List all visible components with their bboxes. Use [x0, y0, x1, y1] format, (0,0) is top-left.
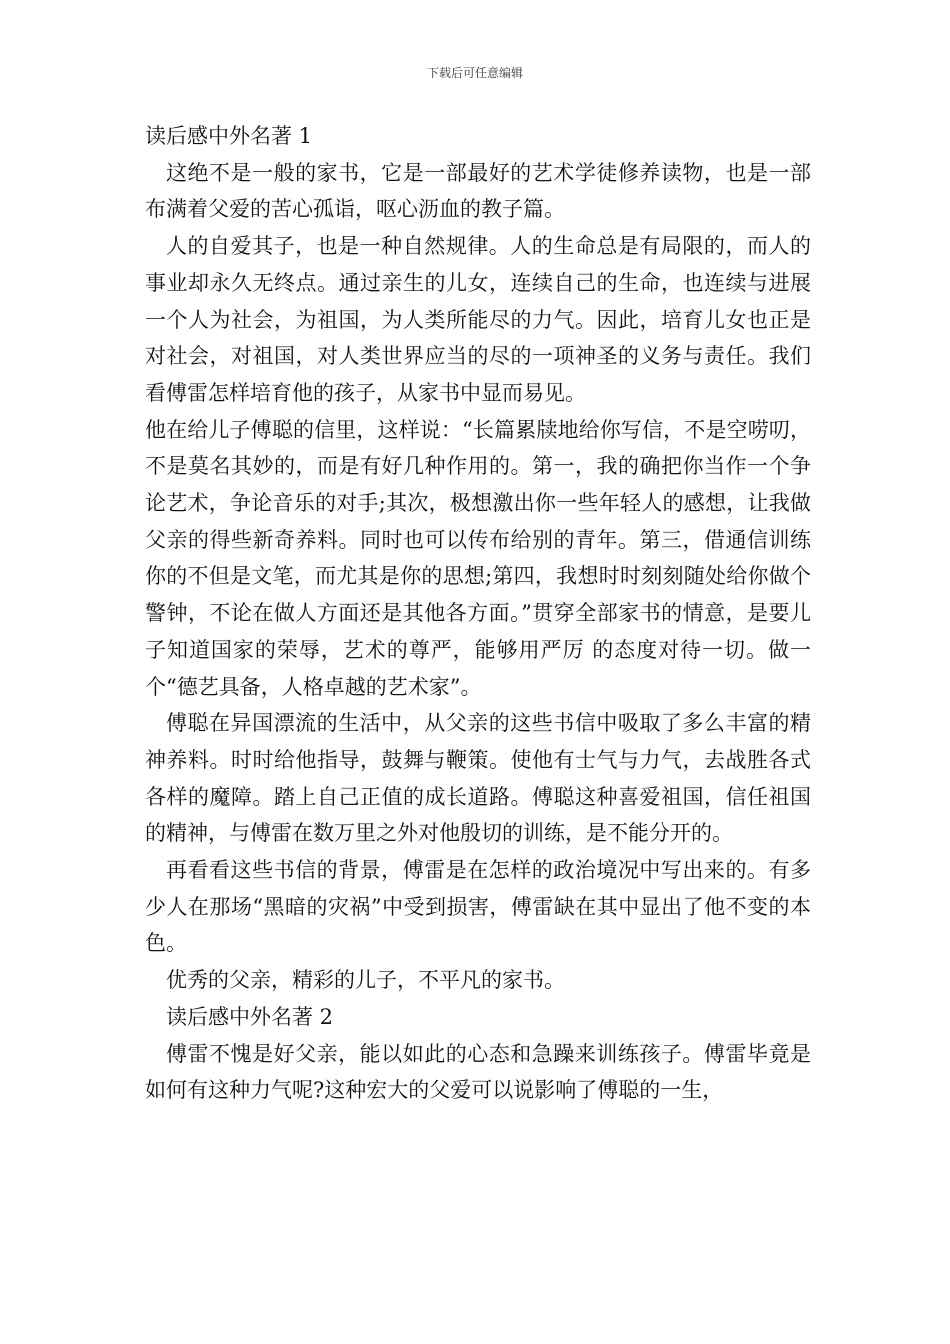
paragraph-6: 优秀的父亲，精彩的儿子，不平凡的家书。: [166, 968, 565, 993]
paragraph-7: 傅雷不愧是好父亲，能以如此的心态和急躁来训练孩子。傅雷毕竟是如何有这种力气呢?这种宏大的父爱可以说影响了傅聪的一生，: [145, 1041, 811, 1103]
paragraph-5: 再看看这些书信的背景，傅雷是在怎样的政治境况中写出来的。有多少人在那场“黑暗的灾祸”中受到损害，傅雷缺在其中显出了他不变的本色。: [145, 858, 811, 956]
page-header: 下载后可任意编辑: [426, 66, 523, 80]
document-body: [145, 118, 811, 1109]
section-heading-2: 读后感中外名著 2: [166, 1004, 334, 1029]
paragraph-4: 傅聪在异国漂流的生活中，从父亲的这些书信中吸取了多么丰富的精神养料。时时给他指导，鼓舞与鞭策。使他有士气与力气，去战胜各式各样的魔障。踏上自己正值的成长道路。傅聪这种喜爱祖国，信任祖国的精神，与傅雷在数万里之外对他殷切的训练，是不能分开的。: [145, 711, 811, 846]
paragraph-1: 这绝不是一般的家书，它是一部最好的艺术学徒修养读物，也是一部布满着父爱的苦心孤诣，呕心沥血的教子篇。: [145, 160, 811, 222]
paragraph-2: 人的自爱其子，也是一种自然规律。人的生命总是有局限的，而人的事业却永久无终点。通过亲生的儿女，连续自己的生命，也连续与进展一个人为社会，为祖国，为人类所能尽的力气。因此，培育儿女也正是对社会，对祖国，对人类世界应当的尽的一项神圣的义务与责任。我们看傅雷怎样培育他的孩子，从家书中显而易见。: [145, 234, 811, 405]
paragraph-3: 他在给儿子傅聪的信里，这样说：“长篇累牍地给你写信，不是空唠叨，不是莫名其妙的，而是有好几种作用的。第一，我的确把你当作一个争论艺术，争论音乐的对手;其次，极想激出你一些年轻人的感想，让我做父亲的得些新奇养料。同时也可以传布给别的青年。第三，借通信训练你的不但是文笔，而尤其是你的思想;第四，我想时时刻刻随处给你做个警钟，不论在做人方面还是其他各方面。”贯穿全部家书的情意，是要儿子知道国家的荣辱，艺术的尊严，能够用严厉 的态度对待一切。做一个“德艺具备，人格卓越的艺术家”。: [145, 417, 811, 699]
section-heading-1: 读后感中外名著 1: [145, 124, 313, 148]
